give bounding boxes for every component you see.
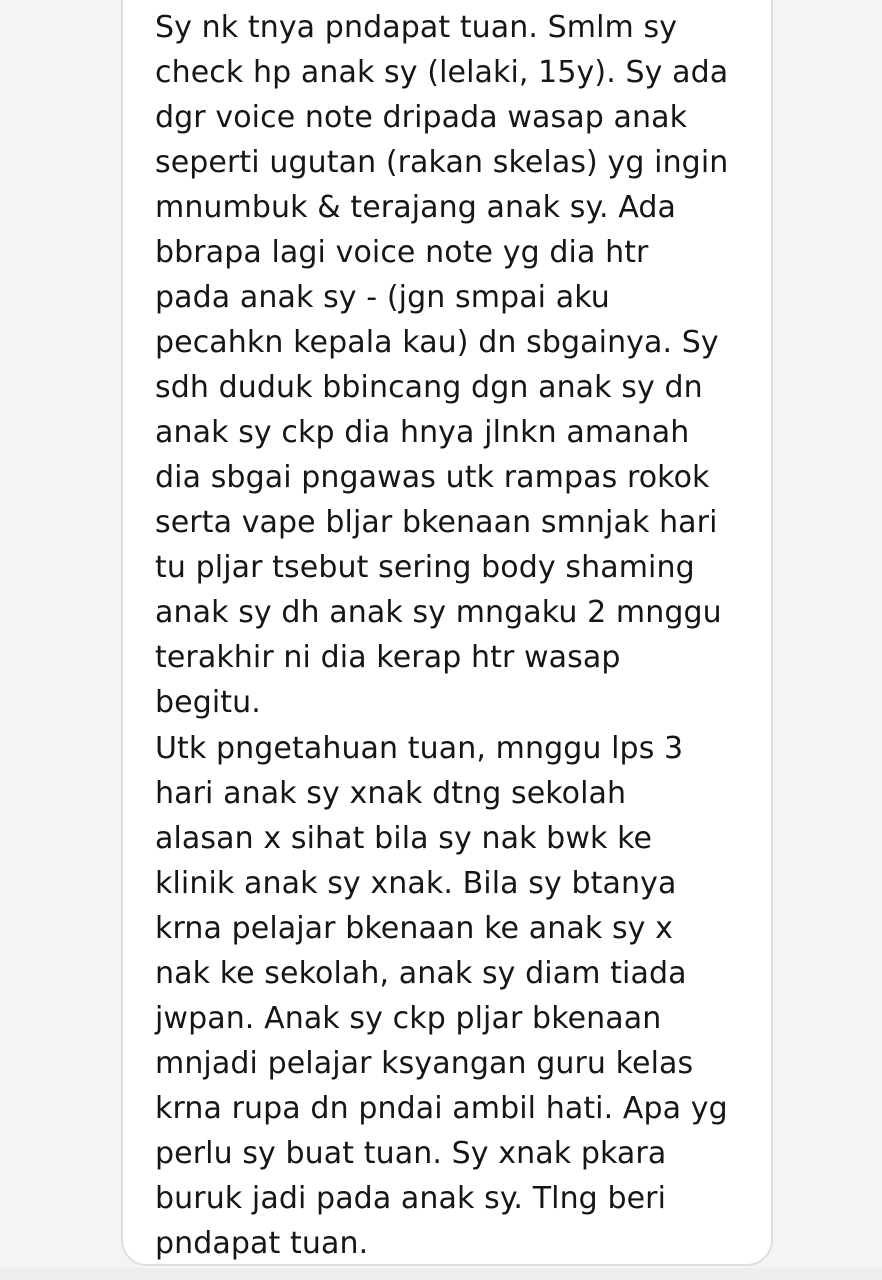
message-line: Utk pngetahuan tuan, mnggu lps 3 <box>155 731 684 766</box>
message-line: nak ke sekolah, anak sy diam tiada <box>155 956 687 991</box>
message-line: anak sy ckp dia hnya jlnkn amanah <box>155 415 690 450</box>
message-line: terakhir ni dia kerap htr wasap <box>155 640 621 675</box>
message-line: klinik anak sy xnak. Bila sy btanya <box>155 866 677 901</box>
message-line: alasan x sihat bila sy nak bwk ke <box>155 821 653 856</box>
message-line: dgr voice note dripada wasap anak <box>155 100 688 135</box>
message-line: check hp anak sy (lelaki, 15y). Sy ada <box>155 55 729 90</box>
message-line: hari anak sy xnak dtng sekolah <box>155 776 627 811</box>
message-line: pndapat tuan. <box>155 1226 369 1261</box>
message-line: bbrapa lagi voice note yg dia htr <box>155 235 649 270</box>
message-line: sdh duduk bbincang dgn anak sy dn <box>155 370 703 405</box>
message-text <box>155 5 775 1266</box>
message-line: serta vape bljar bkenaan smnjak hari <box>155 505 718 540</box>
message-line: mnumbuk & terajang anak sy. Ada <box>155 190 677 225</box>
message-line: dia sbgai pngawas utk rampas rokok <box>155 460 710 495</box>
bottom-strip <box>0 1268 882 1280</box>
message-line: krna rupa dn pndai ambil hati. Apa yg <box>155 1091 728 1126</box>
message-line: tu pljar tsebut sering body shaming <box>155 550 695 585</box>
message-line: begitu. <box>155 685 261 720</box>
message-line: buruk jadi pada anak sy. Tlng beri <box>155 1181 667 1216</box>
message-line: jwpan. Anak sy ckp pljar bkenaan <box>155 1001 662 1036</box>
message-line: perlu sy buat tuan. Sy xnak pkara <box>155 1136 667 1171</box>
message-line: krna pelajar bkenaan ke anak sy x <box>155 911 674 946</box>
message-line: seperti ugutan (rakan skelas) yg ingin <box>155 145 729 180</box>
message-paragraph-1 <box>155 5 775 725</box>
message-line: anak sy dh anak sy mngaku 2 mnggu <box>155 595 722 630</box>
message-line: mnjadi pelajar ksyangan guru kelas <box>155 1046 694 1081</box>
message-line: Sy nk tnya pndapat tuan. Smlm sy <box>155 10 678 45</box>
message-paragraph-2 <box>155 726 775 1266</box>
message-line: pada anak sy - (jgn smpai aku <box>155 280 610 315</box>
message-line: pecahkn kepala kau) dn sbgainya. Sy <box>155 325 719 360</box>
